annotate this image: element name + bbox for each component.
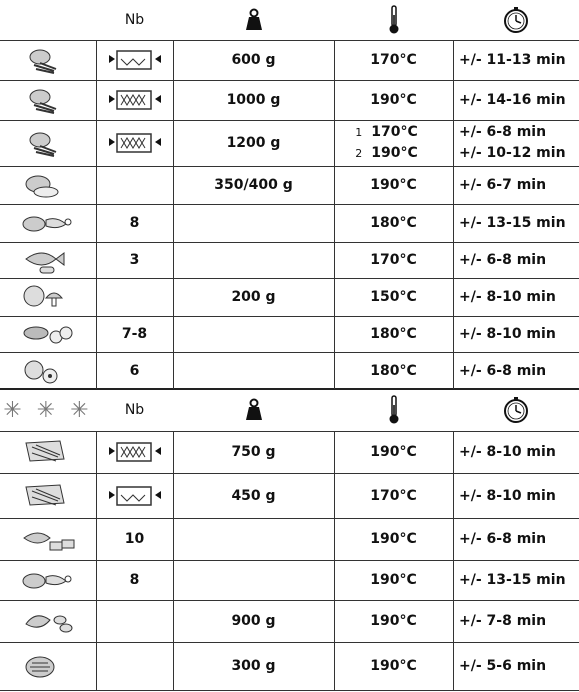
frozen-fries-icon	[0, 431, 96, 473]
chicken-pieces-icon	[0, 204, 96, 242]
row-divider	[0, 80, 579, 81]
fish-sticks-icon	[0, 518, 96, 560]
frozen-header-row	[0, 389, 579, 431]
time-value: +/- 13-15 min	[459, 215, 566, 231]
column-divider	[173, 40, 174, 389]
temperature-value: 150°C	[370, 289, 417, 305]
croquettes-icon	[0, 642, 96, 690]
time-value: +/- 13-15 min	[459, 572, 566, 588]
column-divider	[334, 40, 335, 389]
fries-icon	[0, 120, 96, 166]
weight-value: 300 g	[231, 658, 276, 674]
temperature-value: 190°C	[370, 531, 417, 547]
row-divider	[0, 278, 579, 279]
weight-icon	[173, 0, 334, 40]
nb-value: 3	[129, 252, 140, 268]
time-value: +/- 6-7 min	[459, 177, 547, 193]
thermometer-icon	[334, 0, 453, 40]
basket-full-icon	[96, 431, 173, 473]
nb-value	[96, 600, 173, 642]
basket-full-icon	[96, 120, 173, 166]
weight-value: 1200 g	[226, 135, 281, 151]
nb-value: 7-8	[121, 326, 148, 342]
sausage-rings-icon	[0, 316, 96, 352]
weight-value: 450 g	[231, 487, 276, 504]
weight-value	[173, 316, 334, 352]
temperature-value: 190°C	[370, 92, 417, 108]
column-divider	[173, 431, 174, 690]
temperature-value: 170°C	[370, 487, 417, 504]
table-row	[0, 473, 579, 518]
table-row	[0, 518, 579, 560]
basket-half-icon	[96, 40, 173, 80]
time-value: +/- 10-12 min	[459, 145, 566, 161]
basket-full-icon	[96, 80, 173, 120]
time-value: +/- 8-10 min	[459, 487, 556, 504]
nb-value: 6	[129, 362, 140, 379]
frozen-fries-icon	[0, 473, 96, 518]
temperature-value: 190°C	[371, 145, 418, 161]
chicken-pieces-icon	[0, 560, 96, 600]
nb-value: 8	[129, 215, 140, 231]
table-row	[0, 166, 579, 204]
time-value: +/- 8-10 min	[459, 444, 556, 460]
basket-half-icon	[96, 473, 173, 518]
table-row	[0, 278, 579, 316]
temperature-value: 190°C	[370, 572, 417, 588]
row-divider	[0, 120, 579, 121]
table-row	[0, 431, 579, 473]
temperature-value: 190°C	[370, 658, 417, 674]
header-row	[0, 0, 579, 40]
time-value: +/- 8-10 min	[459, 289, 556, 305]
temperature-value: 190°C	[370, 444, 417, 460]
column-divider	[96, 40, 97, 389]
fish-icon	[0, 242, 96, 278]
row-divider	[0, 642, 579, 643]
table-row	[0, 316, 579, 352]
weight-value	[173, 242, 334, 278]
time-steps	[453, 120, 579, 166]
step-number: 2	[355, 147, 363, 160]
temperature-value: 180°C	[370, 215, 417, 231]
step-number: 1	[355, 126, 363, 139]
table-row	[0, 352, 579, 389]
temperature-value: 170°C	[371, 124, 418, 140]
column-divider	[453, 40, 454, 389]
frozen-snowflakes-icon: ✳ ✳ ✳	[3, 397, 93, 423]
temperature-value: 170°C	[370, 52, 417, 68]
chicken-nuggets-icon	[0, 600, 96, 642]
row-divider	[0, 600, 579, 601]
nb-value	[96, 278, 173, 316]
weight-value: 1000 g	[226, 92, 281, 108]
timer-icon	[453, 389, 579, 431]
row-divider	[0, 242, 579, 243]
time-value: +/- 5-6 min	[459, 658, 547, 674]
time-value: +/- 11-13 min	[459, 52, 566, 68]
table-row	[0, 560, 579, 600]
apple-rings-icon	[0, 352, 96, 389]
table-row	[0, 80, 579, 120]
weight-value: 600 g	[231, 52, 276, 68]
nb-value: 10	[124, 531, 145, 547]
weight-value: 200 g	[231, 289, 276, 305]
table-row	[0, 40, 579, 80]
weight-value	[173, 560, 334, 600]
row-divider	[0, 690, 579, 691]
row-divider	[0, 560, 579, 561]
row-divider	[0, 388, 579, 390]
time-value: +/- 6-8 min	[459, 252, 547, 268]
time-value: +/- 6-8 min	[459, 124, 547, 140]
time-value: +/- 6-8 min	[459, 531, 547, 547]
row-divider	[0, 431, 579, 432]
row-divider	[0, 204, 579, 205]
temperature-value: 180°C	[370, 362, 417, 379]
time-value: +/- 14-16 min	[459, 92, 566, 108]
temperature-value: 180°C	[370, 326, 417, 342]
weight-icon	[173, 389, 334, 431]
column-divider	[453, 431, 454, 690]
row-divider	[0, 352, 579, 353]
weight-value	[173, 204, 334, 242]
nb-header-frozen: Nb	[124, 402, 145, 418]
table-row	[0, 642, 579, 690]
row-divider	[0, 40, 579, 41]
weight-value: 750 g	[231, 444, 276, 460]
nb-value: 8	[129, 572, 140, 588]
column-divider	[96, 431, 97, 690]
onion-rings-icon	[0, 166, 96, 204]
temperature-value: 190°C	[370, 613, 417, 629]
table-row	[0, 120, 579, 166]
fries-icon	[0, 80, 96, 120]
table-row	[0, 600, 579, 642]
row-divider	[0, 473, 579, 474]
time-value: +/- 8-10 min	[459, 326, 556, 342]
thermometer-icon	[334, 389, 453, 431]
nb-header: Nb	[124, 12, 145, 28]
mushrooms-icon	[0, 278, 96, 316]
weight-value	[173, 518, 334, 560]
row-divider	[0, 166, 579, 167]
table-row	[0, 204, 579, 242]
time-value: +/- 6-8 min	[459, 362, 547, 379]
temperature-value: 170°C	[370, 252, 417, 268]
nb-value	[96, 642, 173, 690]
timer-icon	[453, 0, 579, 40]
row-divider	[0, 518, 579, 519]
fries-icon	[0, 40, 96, 80]
weight-value: 350/400 g	[214, 177, 293, 193]
weight-value: 900 g	[231, 613, 276, 629]
column-divider	[334, 431, 335, 690]
table-row	[0, 242, 579, 278]
weight-value	[173, 352, 334, 389]
time-value: +/- 7-8 min	[459, 613, 547, 629]
row-divider	[0, 316, 579, 317]
nb-value	[96, 166, 173, 204]
temperature-value: 190°C	[370, 177, 417, 193]
temperature-steps	[334, 120, 453, 166]
